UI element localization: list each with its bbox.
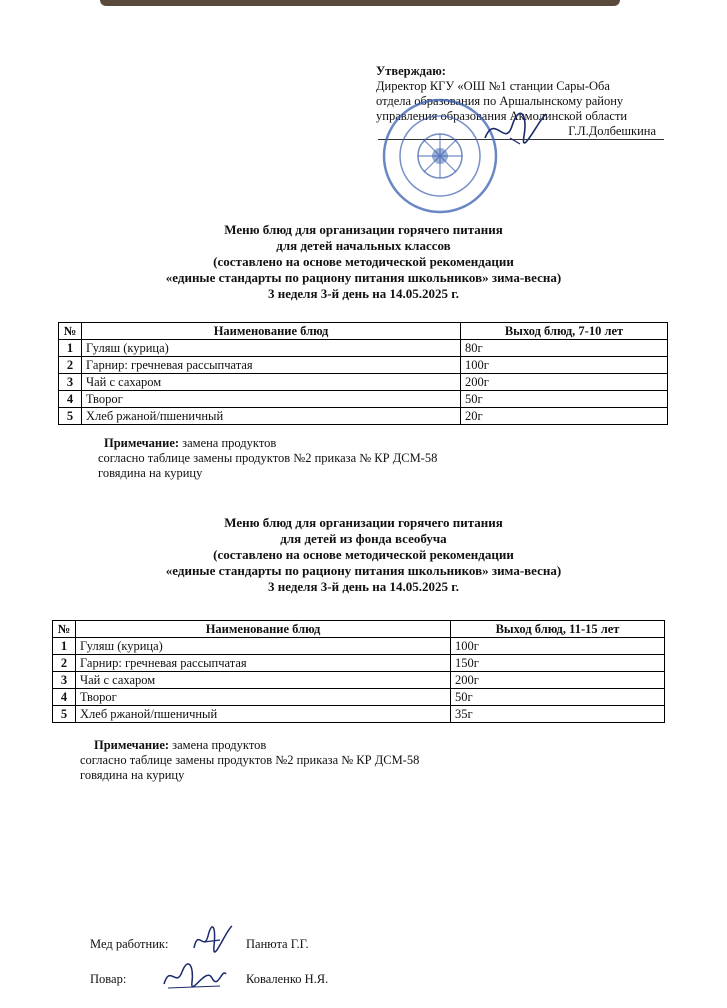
note-label: Примечание: [104,436,180,450]
header-name: Наименование блюд [82,323,461,340]
note-line-3: говядина на курицу [98,466,203,480]
approval-line-3: управления образования Акмолинской области [376,109,628,123]
cook-signature-icon [160,960,230,994]
row-output: 35г [451,706,665,723]
header-output: Выход блюд, 7-10 лет [461,323,668,340]
menu1-title-line-2: для детей начальных классов [276,238,451,253]
note-text: замена продуктов [182,436,277,450]
note-line-3: говядина на курицу [80,768,185,782]
row-output: 20г [461,408,668,425]
table-row [53,689,665,706]
row-output: 50г [461,391,668,408]
table-header-row [53,621,665,638]
row-output: 50г [451,689,665,706]
row-num: 3 [59,374,82,391]
header-output: Выход блюд, 11-15 лет [451,621,665,638]
table-header-row [59,323,668,340]
menu1-title-line-3: (составлено на основе методической рекомендации [213,254,514,269]
table-row [59,374,668,391]
row-name: Гарнир: гречневая рассыпчатая [82,357,461,374]
row-name: Хлеб ржаной/пшеничный [82,408,461,425]
menu2-title-line-5: 3 неделя 3-й день на 14.05.2025 г. [268,579,459,594]
medic-name: Панюта Г.Г. [246,937,309,951]
note-line-2: согласно таблице замены продуктов №2 приказа № КР ДСМ-58 [80,753,420,767]
menu2-title-line-4: «единые стандарты по рациону питания школьников» зима-весна) [165,563,562,578]
table-row [59,391,668,408]
medic-label: Мед работник: [90,937,169,951]
medic-signature-icon [190,922,236,956]
table-row [53,638,665,655]
menu2-title-line-1: Меню блюд для организации горячего питания [224,515,503,530]
table-row [59,340,668,357]
header-num: № [53,621,76,638]
note-text: замена продуктов [172,738,267,752]
menu2-title [0,515,727,595]
row-output: 100г [451,638,665,655]
row-name: Творог [82,391,461,408]
menu1-title-line-4: «единые стандарты по рациону питания школьников» зима-весна) [165,270,562,285]
row-name: Творог [76,689,451,706]
menu1-note [98,436,437,481]
approval-signer: Г.Л.Долбешкина [378,124,664,140]
menu1-table [58,322,668,425]
row-num: 4 [53,689,76,706]
row-output: 100г [461,357,668,374]
row-num: 1 [53,638,76,655]
row-output: 200г [451,672,665,689]
menu1-title-line-1: Меню блюд для организации горячего питания [224,222,503,237]
table-row [53,706,665,723]
scan-edge-band [100,0,620,6]
approval-heading: Утверждаю: [376,64,446,78]
row-name: Чай с сахаром [76,672,451,689]
header-num: № [59,323,82,340]
row-output: 80г [461,340,668,357]
row-num: 5 [59,408,82,425]
row-num: 1 [59,340,82,357]
row-output: 200г [461,374,668,391]
table-row [53,672,665,689]
menu1-title [0,222,727,302]
director-signature-icon [480,108,550,150]
menu2-table [52,620,665,723]
row-num: 3 [53,672,76,689]
header-name: Наименование блюд [76,621,451,638]
approval-line-2: отдела образования по Аршалынскому району [376,94,624,108]
row-name: Хлеб ржаной/пшеничный [76,706,451,723]
menu2-title-line-2: для детей из фонда всеобуча [280,531,447,546]
row-name: Гуляш (курица) [82,340,461,357]
row-num: 2 [53,655,76,672]
table-row [53,655,665,672]
cook-label: Повар: [90,972,127,986]
cook-name: Коваленко Н.Я. [246,972,329,986]
row-num: 5 [53,706,76,723]
row-num: 4 [59,391,82,408]
note-label: Примечание: [94,738,170,752]
table-row [59,408,668,425]
row-name: Гуляш (курица) [76,638,451,655]
menu2-note [80,738,419,783]
row-num: 2 [59,357,82,374]
note-line-2: согласно таблице замены продуктов №2 приказа № КР ДСМ-58 [98,451,438,465]
row-name: Гарнир: гречневая рассыпчатая [76,655,451,672]
row-output: 150г [451,655,665,672]
menu2-title-line-3: (составлено на основе методической рекомендации [213,547,514,562]
table-row [59,357,668,374]
approval-line-1: Директор КГУ «ОШ №1 станции Сары-Оба [376,79,610,93]
menu1-title-line-5: 3 неделя 3-й день на 14.05.2025 г. [268,286,459,301]
row-name: Чай с сахаром [82,374,461,391]
